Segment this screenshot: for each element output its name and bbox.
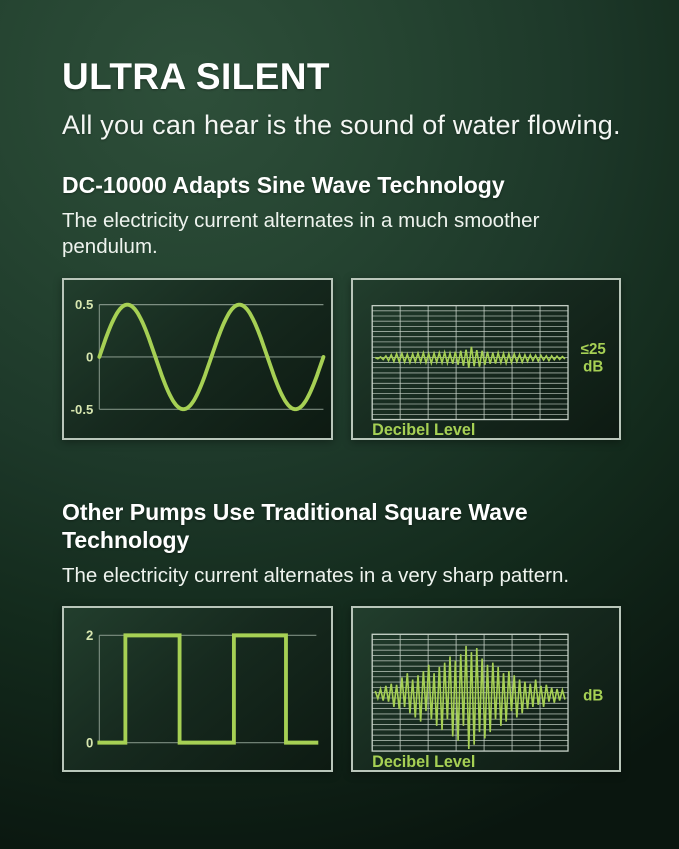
decibel-level-label: Decibel Level (371, 753, 475, 771)
square-section-heading: Other Pumps Use Traditional Square Wave Technology (62, 498, 528, 554)
decibel-waveform (375, 346, 565, 367)
decibel-sharp-chart (353, 608, 620, 770)
db-annotation-label: ≤25 (580, 340, 606, 358)
db-annotation-label: dB (582, 358, 603, 376)
sine-wave-chart (64, 280, 331, 438)
y-tick-label: -0.5 (70, 401, 94, 417)
decibel-sharp-panel (351, 606, 622, 772)
y-tick-label: 0.5 (75, 296, 94, 313)
square-wave-chart (64, 608, 331, 770)
square-wave-line (99, 636, 316, 743)
y-tick-label: 0 (85, 735, 94, 751)
square-panel-row (62, 606, 621, 772)
decibel-waveform (375, 646, 565, 749)
db-annotation-label: dB (582, 687, 603, 706)
header (62, 56, 621, 141)
decibel-smooth-chart (353, 280, 620, 438)
square-wave-panel (62, 606, 333, 772)
decibel-level-label: Decibel Level (371, 420, 475, 438)
section-square-wave (62, 498, 621, 773)
page-subtitle: All you can hear is the sound of water flowing. (62, 110, 621, 140)
sine-section-heading: DC-10000 Adapts Sine Wave Technology (62, 172, 505, 198)
y-tick-label: 0 (85, 349, 94, 365)
sine-panel-row (62, 278, 621, 440)
section-sine-wave (62, 171, 621, 440)
square-section-body: The electricity current alternates in a very sharp pattern. (62, 563, 570, 587)
decibel-smooth-panel (351, 278, 622, 440)
sine-wave-panel (62, 278, 333, 440)
page-title: ULTRA SILENT (62, 56, 330, 97)
sine-section-body: The electricity current alternates in a much smoother pendulum. (62, 208, 540, 259)
y-tick-label: 2 (85, 628, 94, 644)
